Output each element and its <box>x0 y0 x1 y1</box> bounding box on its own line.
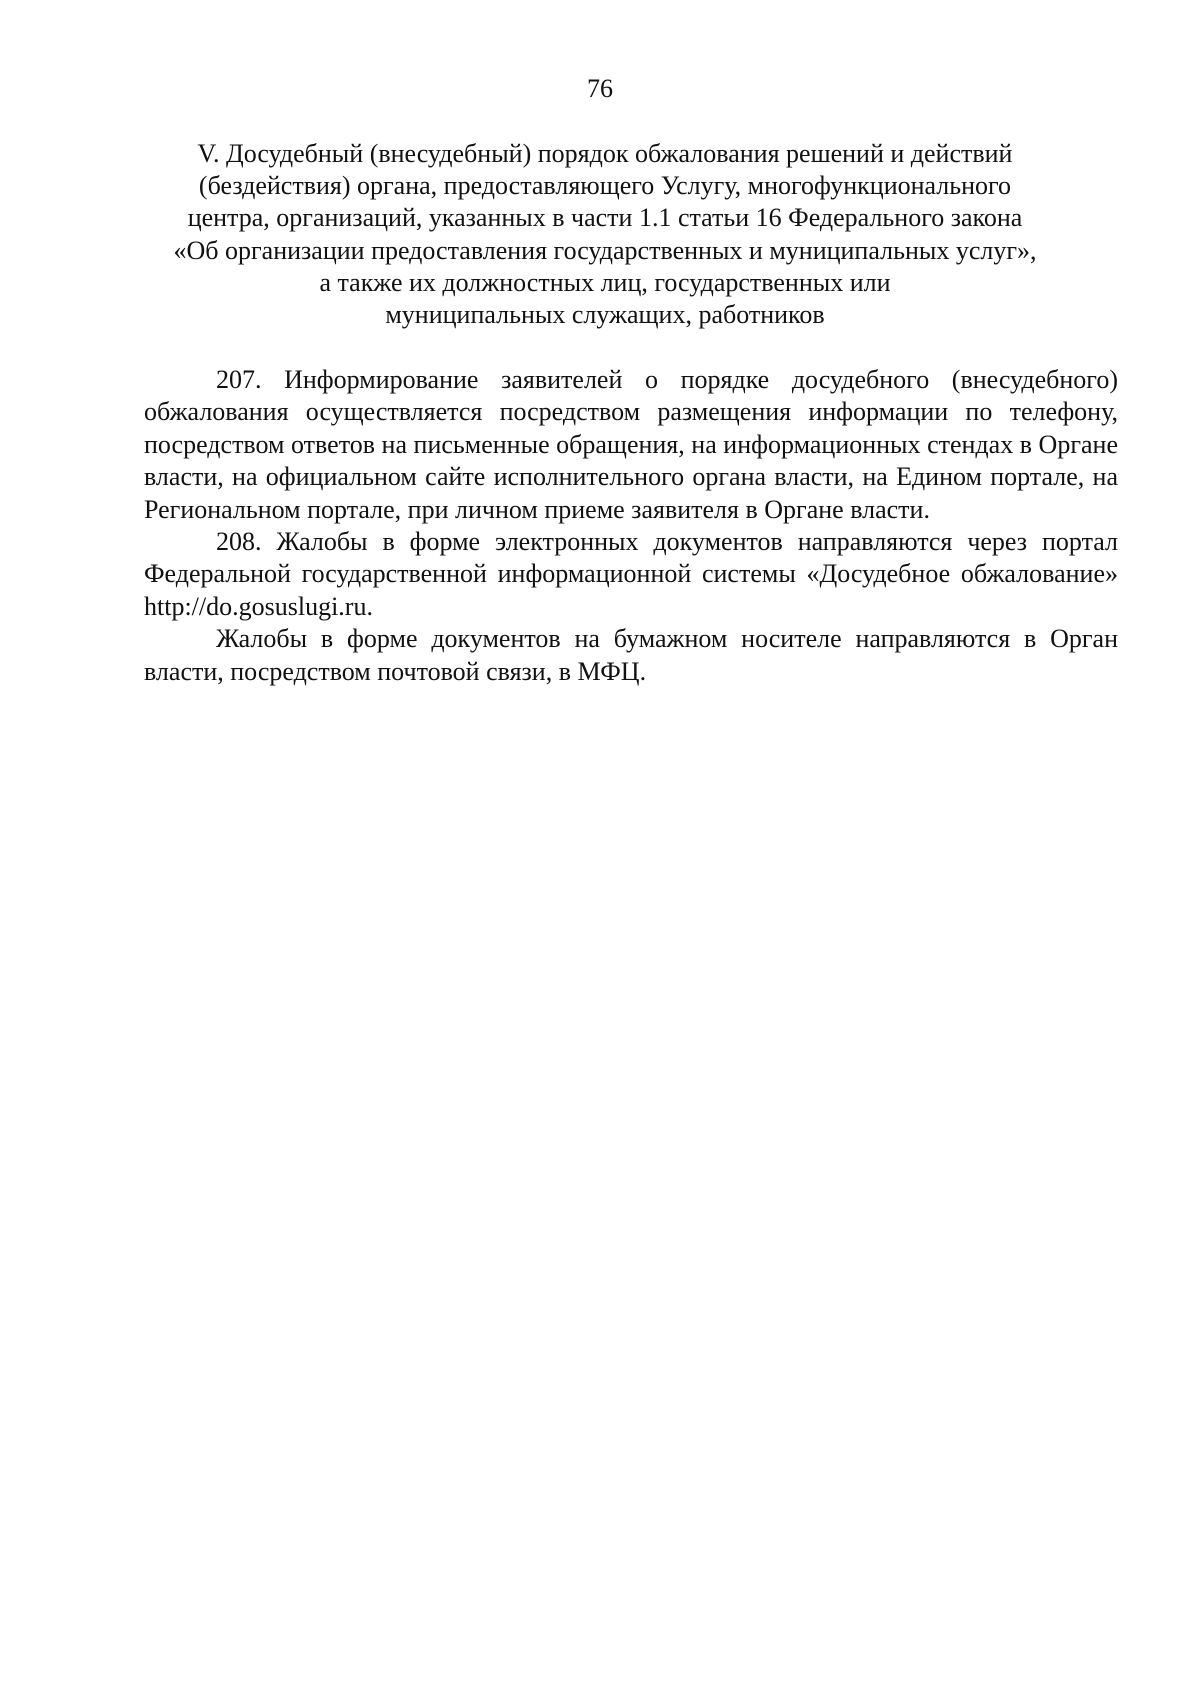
heading-line: «Об организации предоставления государственных и муниципальных услуг», <box>173 235 1037 265</box>
heading-line: а также их должностных лиц, государственных или <box>319 267 891 297</box>
paragraph-208: 208. Жалобы в форме электронных документов направляются через портал Федеральной государственной информационной системы «Досудебное обжалование» http://do.gosuslugi.ru. <box>144 527 1118 621</box>
page-number: 76 <box>587 74 613 103</box>
paragraph-207: 207. Информирование заявителей о порядке досудебного (внесудебного) обжалования осуществляется посредством размещения информации по телефону, посредством ответов на письменные обращения, на информационных стендах в Органе власти, на официальном сайте исполнительного органа власти, на Едином портале, на Региональном портале, при личном приеме заявителя в Органе власти. <box>144 365 1118 524</box>
paragraph-paper-complaints: Жалобы в форме документов на бумажном носителе направляются в Орган власти, посредством почтовой связи, в МФЦ. <box>144 624 1118 686</box>
heading-line: муниципальных служащих, работников <box>385 300 825 330</box>
section-heading <box>130 138 1080 331</box>
heading-line: (бездействия) органа, предоставляющего Услугу, многофункционального <box>198 171 1012 201</box>
heading-line: центра, организаций, указанных в части 1.1 статьи 16 Федерального закона <box>187 203 1023 233</box>
heading-line: V. Досудебный (внесудебный) порядок обжалования решений и действий <box>197 139 1013 168</box>
document-body <box>144 364 1118 688</box>
